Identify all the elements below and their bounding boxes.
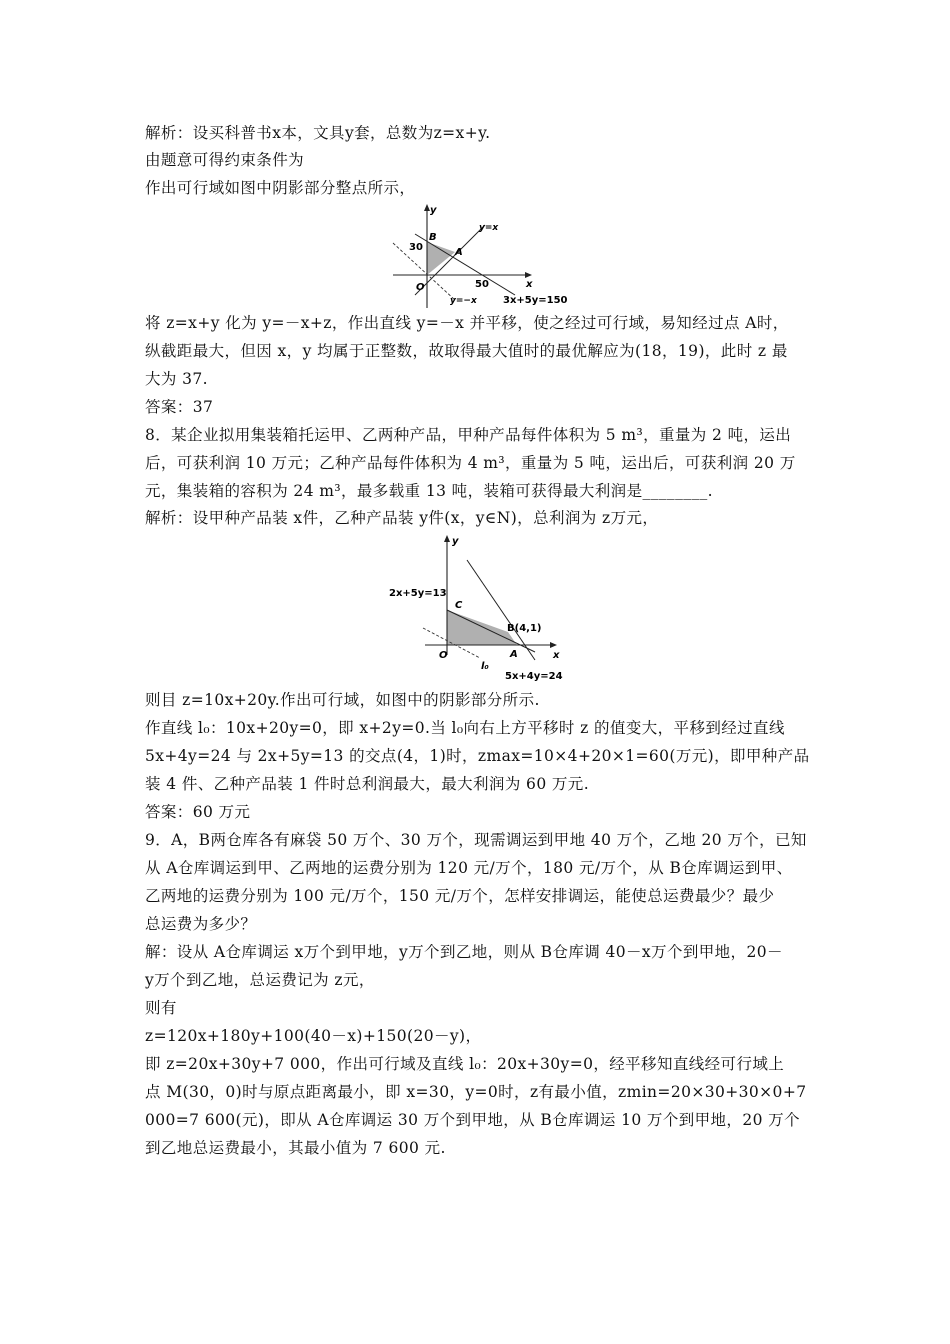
text-line: 作直线 l₀：10x+20y=0，即 x+2y=0.当 l₀向右上方平移时 z 的值变大，平移到经过直线 [145,719,785,737]
text-line: 则有 [145,999,177,1017]
line-label-l0: l₀ [481,661,489,672]
text-line: 将 z=x+y 化为 y=－x+z，作出直线 y=－x 并平移，使之经过可行域，易知经过点 A时， [145,314,789,332]
text-line: 解析：设甲种产品装 x件，乙种产品装 y件(x，y∈N)，总利润为 z万元， [145,509,659,527]
line-label-y-eq-x: y=x [479,223,499,233]
y-axis-label: y [430,205,437,216]
text-line: 装 4 件、乙种产品装 1 件时总利润最大，最大利润为 60 万元. [145,775,590,793]
tick-label-50: 50 [475,279,489,290]
text-line: 由题意可得约束条件为 [145,151,305,169]
line-label-2x5y: 2x+5y=13 [389,588,447,599]
line-label-y-eq-neg-x: y=−x [450,296,477,306]
origin-label: O [416,282,425,293]
text-line: 解析：设买科普书x本，文具y套，总数为z=x+y. [145,124,491,142]
text-line: 从 A仓库调运到甲、乙两地的运费分别为 120 元/万个，180 元/万个，从 B仓库调运到甲、 [145,859,793,877]
text-line: 到乙地总运费最小，其最小值为 7 600 元. [145,1139,446,1157]
text-line: 总运费为多少？ [145,915,257,933]
y-axis-label: y [452,536,459,547]
figure-feasible-region-1 [385,200,585,314]
text-line: 元，集装箱的容积为 24 m³，最多载重 13 吨，装箱可获得最大利润是________. [145,482,713,500]
text-line: 作出可行域如图中阴影部分整点所示， [145,179,416,197]
tick-label-30: 30 [409,242,423,253]
text-line: z=120x+180y+100(40－x)+150(20－y)， [145,1027,482,1045]
point-label-a: A [510,649,518,660]
text-line: 答案：37 [145,398,214,416]
point-label-b: B(4,1) [507,623,542,634]
figure-feasible-region-2 [385,530,575,689]
text-line: 则目 z=10x+20y.作出可行域，如图中的阴影部分所示. [145,691,540,709]
text-line: 即 z=20x+30y+7 000，作出可行域及直线 l₀：20x+30y=0，经平移知直线经可行域上 [145,1055,785,1073]
point-label-b: B [429,232,437,243]
text-line: 后，可获利润 10 万元；乙种产品每件体积为 4 m³，重量为 5 吨，运出后，可获利润 20 万 [145,454,796,472]
text-line: 大为 37. [145,370,208,388]
text-line: 解：设从 A仓库调运 x万个到甲地，y万个到乙地，则从 B仓库调 40－x万个到甲地，20－ [145,943,783,961]
text-line: 答案：60 万元 [145,803,251,821]
text-line: 000=7 600(元)，即从 A仓库调运 30 万个到甲地，从 B仓库调运 10 万个到甲地，20 万个 [145,1111,800,1129]
origin-label: O [439,650,448,661]
line-label-3x5y: 3x+5y=150 [503,295,568,306]
x-axis-label: x [553,650,560,661]
text-line: 乙两地的运费分别为 100 元/万个，150 元/万个，怎样安排调运，能使总运费最少？最少 [145,887,775,905]
text-line: 纵截距最大，但因 x，y 均属于正整数，故取得最大值时的最优解应为(18，19)，此时 z 最 [145,342,788,360]
text-line: y万个到乙地，总运费记为 z元， [145,971,375,989]
line-label-5x4y: 5x+4y=24 [505,671,563,682]
text-line: 点 M(30，0)时与原点距离最小，即 x=30，y=0时，z有最小值，zmin=20×30+30×0+7 [145,1083,807,1101]
point-label-c: C [455,600,463,611]
text-line: 5x+4y=24 与 2x+5y=13 的交点(4，1)时，zmax=10×4+20×1=60(万元)，即甲种产品 [145,747,810,765]
point-label-a: A [455,247,463,258]
text-line: 8．某企业拟用集装箱托运甲、乙两种产品，甲种产品每件体积为 5 m³，重量为 2 吨，运出 [145,426,792,444]
text-line: 9．A，B两仓库各有麻袋 50 万个、30 万个，现需调运到甲地 40 万个，乙地 20 万个，已知 [145,831,807,849]
x-axis-label: x [526,279,533,290]
